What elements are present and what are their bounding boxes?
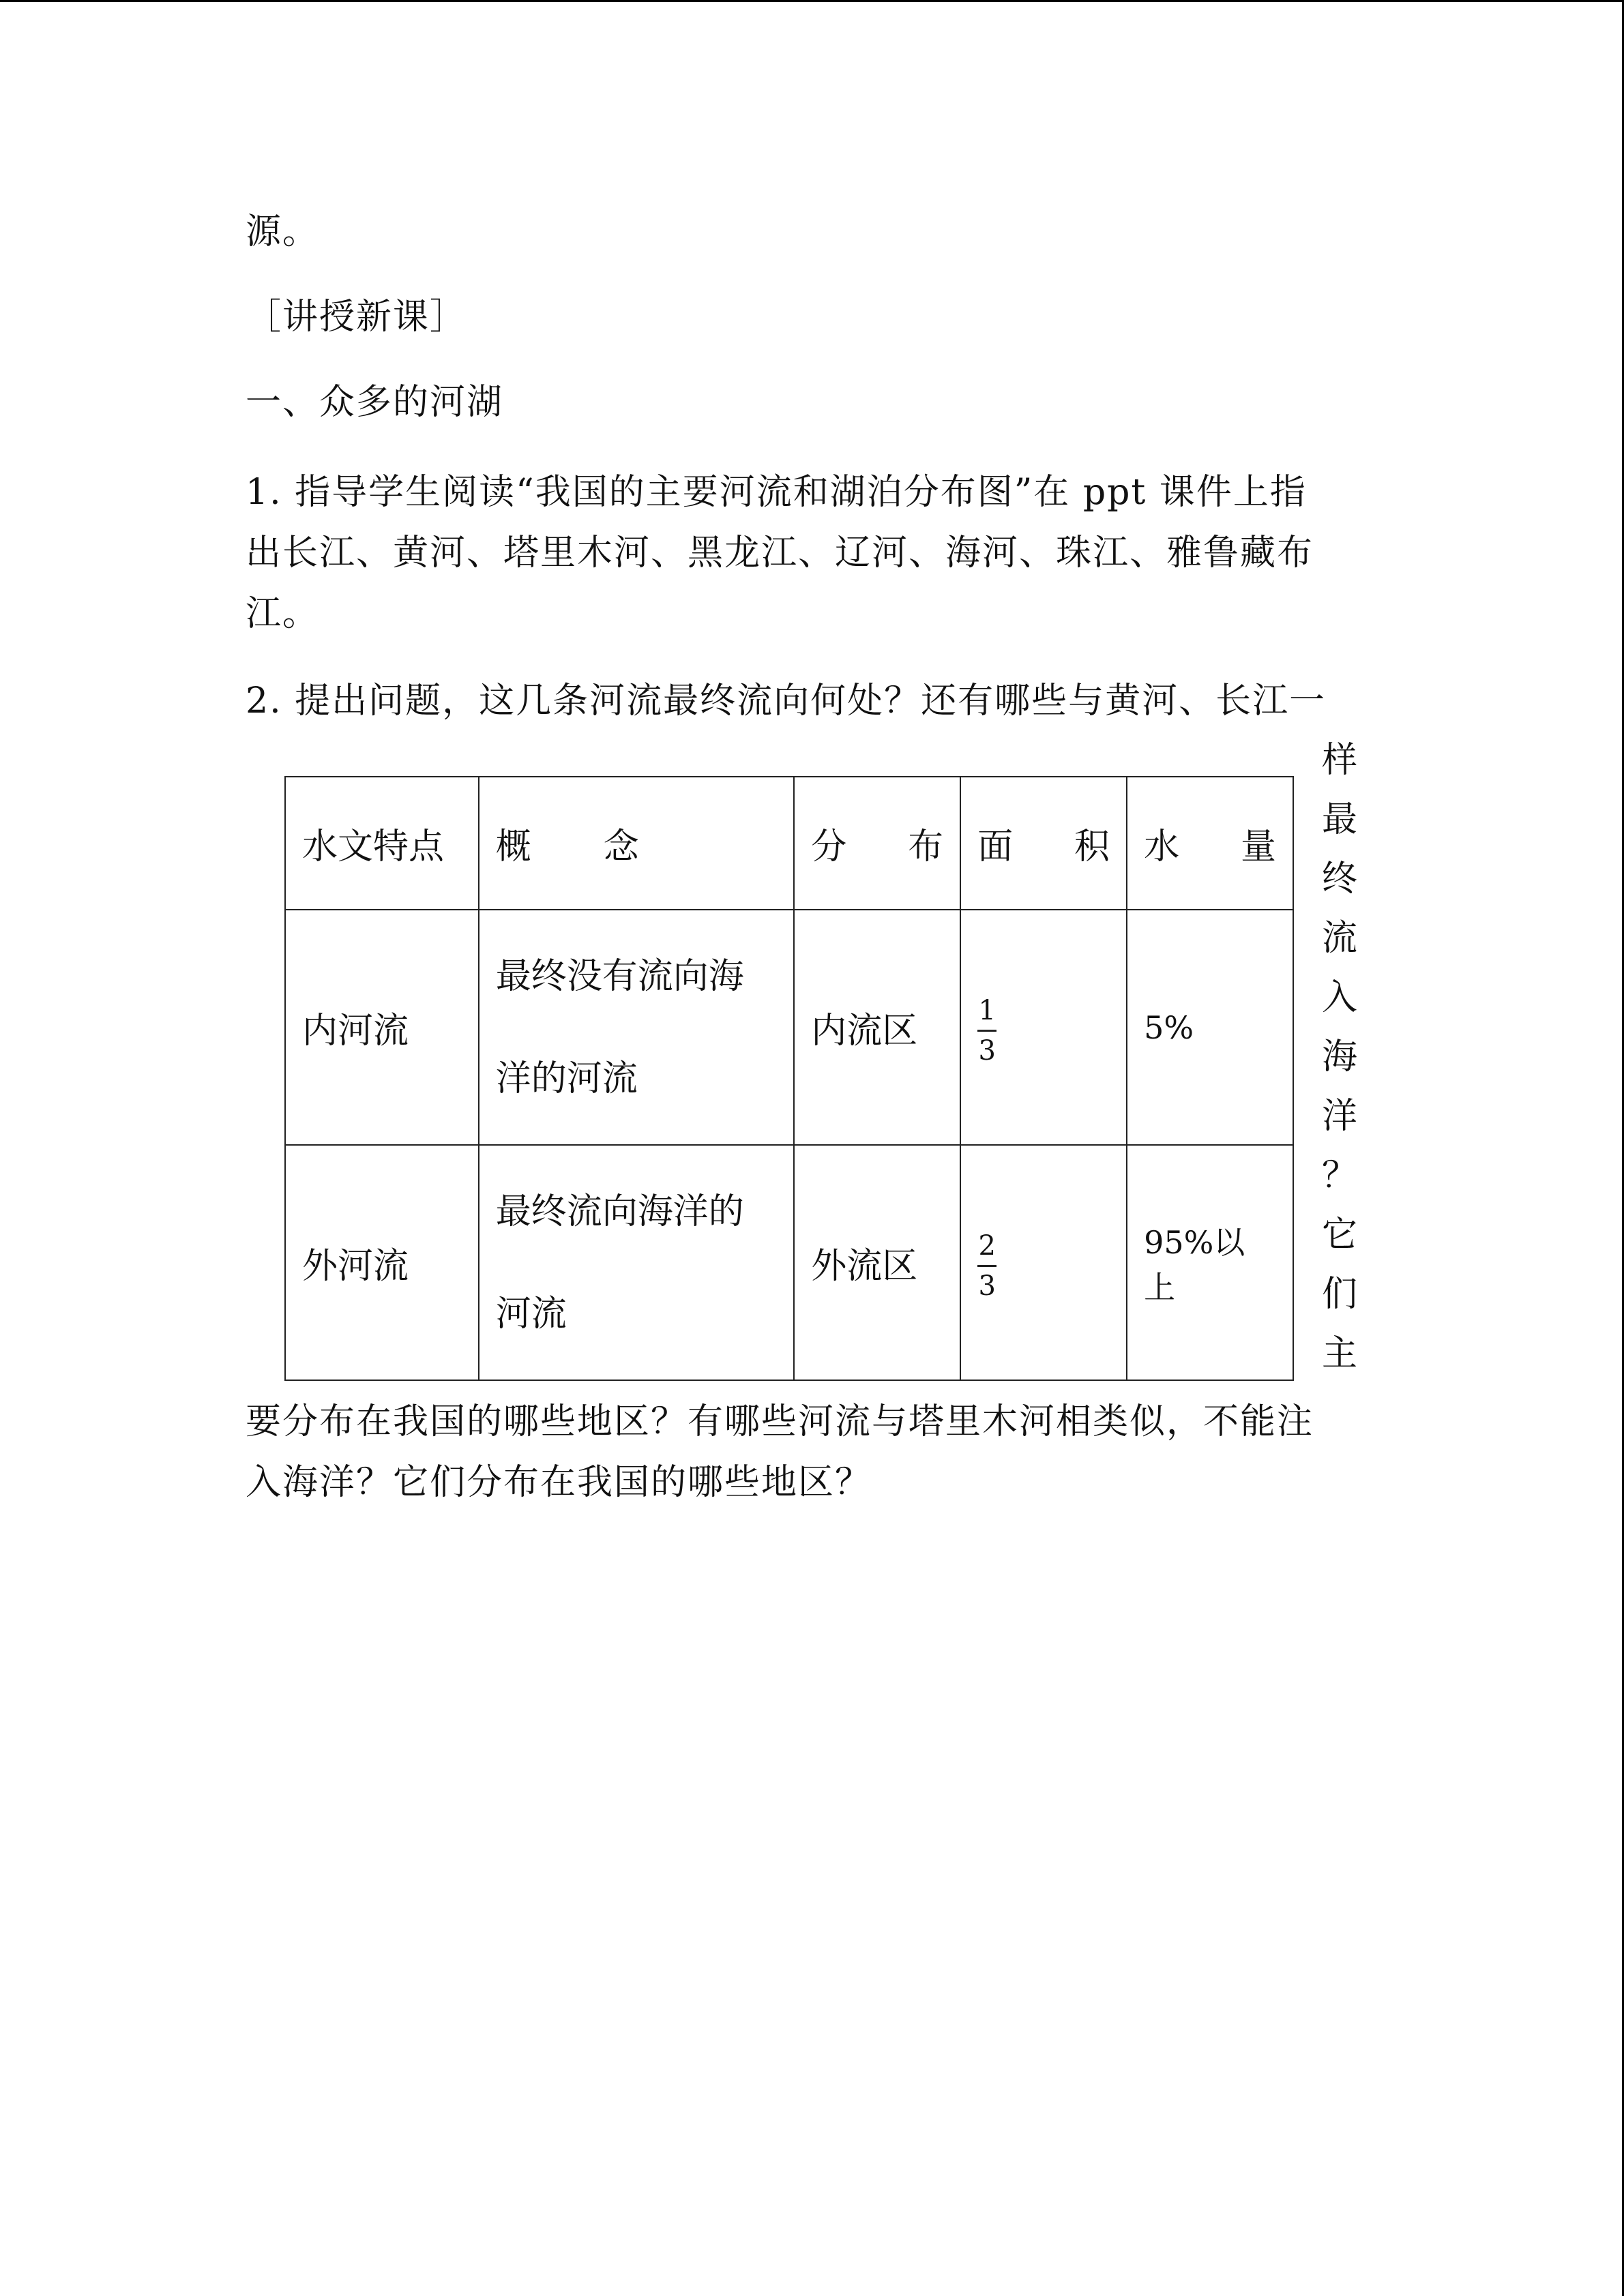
- row-outflow-river-distribution: 外流区: [794, 1145, 960, 1380]
- after-table-line2: 入海洋？它们分布在我国的哪些地区？: [246, 1462, 872, 1503]
- wrap-char: 海: [1321, 1037, 1357, 1077]
- item2-line1: 2. 提出问题，这几条河流最终流向何处？还有哪些与黄河、长江一: [246, 681, 1327, 721]
- wrap-char: 样: [1321, 740, 1357, 781]
- header-area: 面 积: [960, 777, 1127, 910]
- row-inland-river-area: [960, 910, 1127, 1145]
- wrap-char: 主: [1321, 1333, 1357, 1374]
- after-table-line1: 要分布在我国的哪些地区？有哪些河流与塔里木河相类似，不能注: [246, 1401, 1314, 1442]
- header-concept: 概 念: [479, 777, 795, 910]
- wrap-char: 们: [1321, 1274, 1357, 1315]
- area-fraction: $\frac{2}{3}$: [978, 1230, 996, 1302]
- hydrology-table: [284, 776, 1294, 1381]
- table-header-row: [285, 777, 1293, 910]
- row-outflow-river-type: 外河流: [285, 1145, 479, 1380]
- header-hydro-feature: 水文特点: [285, 777, 479, 910]
- item1-line2: 出长江、黄河、塔里木河、黑龙江、辽河、海河、珠江、雅鲁藏布: [246, 533, 1314, 573]
- section-heading-new-lesson: ［讲授新课］: [246, 297, 467, 338]
- row-outflow-river-concept: 最终流向海洋的 河流: [479, 1145, 795, 1380]
- header-distribution: 分 布: [794, 777, 960, 910]
- row-inland-river-volume: 5%: [1127, 910, 1293, 1145]
- table-row: [285, 910, 1293, 1145]
- row-inland-river-distribution: 内流区: [794, 910, 960, 1145]
- wrap-char: 洋: [1321, 1096, 1357, 1137]
- wrap-char: ？: [1321, 1155, 1357, 1196]
- wrap-char: 它: [1321, 1214, 1357, 1255]
- header-volume: 水 量: [1127, 777, 1293, 910]
- page-border-top: [0, 0, 1624, 2]
- row-inland-river-type: 内河流: [285, 910, 479, 1145]
- row-outflow-river-volume: 95%以上: [1127, 1145, 1293, 1380]
- wrap-char: 入: [1321, 977, 1357, 1018]
- subsection-heading-rivers-lakes: 一、众多的河湖: [246, 382, 504, 423]
- item1-line1: 1. 指导学生阅读“我国的主要河流和湖泊分布图”在 ppt 课件上指: [246, 472, 1307, 513]
- wrap-char: 最: [1321, 799, 1357, 840]
- table-row: [285, 1145, 1293, 1380]
- row-inland-river-concept: 最终没有流向海 洋的河流: [479, 910, 795, 1145]
- text-line-continuation: 源。: [246, 211, 320, 252]
- wrap-char: 终: [1321, 859, 1357, 899]
- area-fraction: $\frac{1}{3}$: [978, 995, 996, 1067]
- wrap-char: 流: [1321, 918, 1357, 959]
- item1-line3: 江。: [246, 593, 320, 634]
- row-outflow-river-area: [960, 1145, 1127, 1380]
